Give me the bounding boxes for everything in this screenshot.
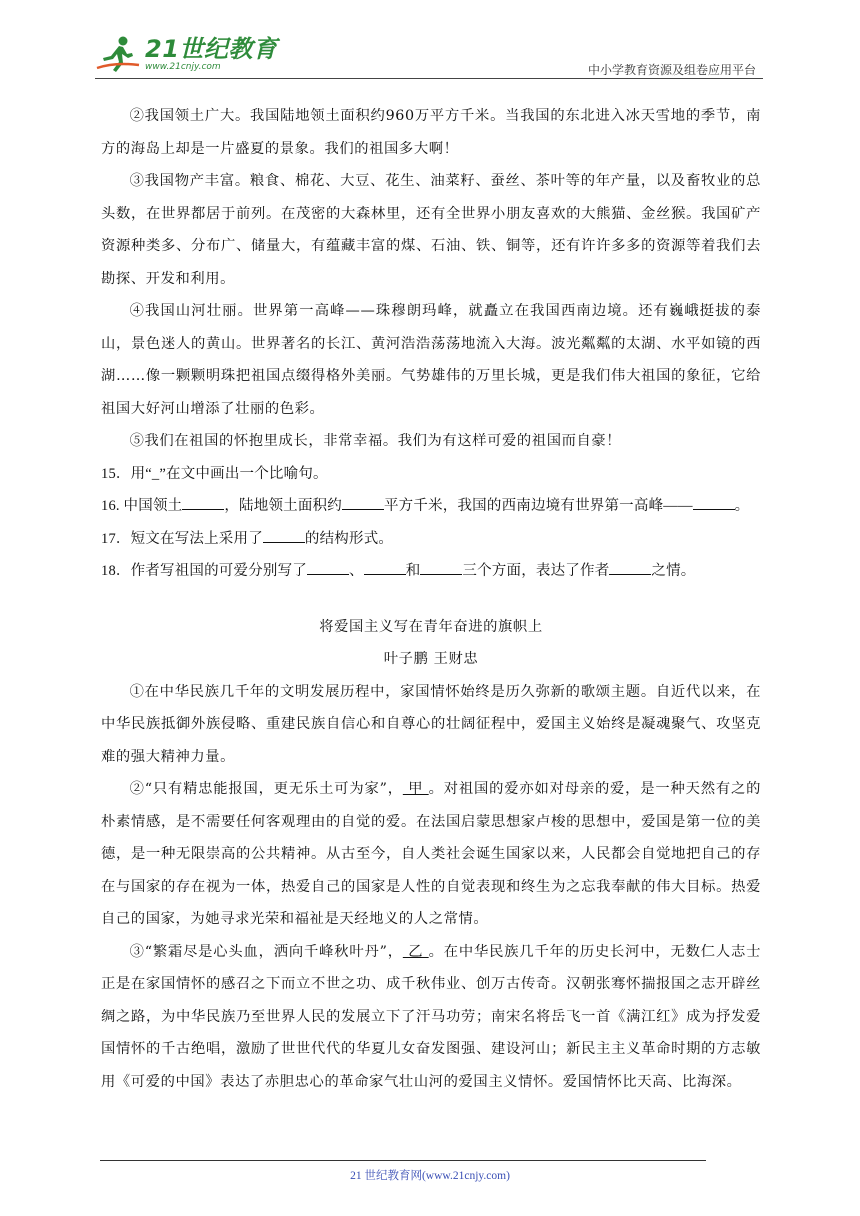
passage2-paragraph-3 [101,936,761,1099]
answer-blank[interactable] [420,560,462,575]
answer-blank[interactable] [182,495,224,510]
answer-blank[interactable] [342,495,384,510]
question-18-part-c: 和 [405,563,421,579]
passage1-paragraph-5: ⑤我们在祖国的怀抱里成长，非常幸福。我们为有这样可爱的祖国而自豪！ [129,433,622,449]
logo-title: 21世纪教育 [145,34,278,63]
question-16-part-d: 。 [734,498,750,514]
question-18-part-e: 之情。 [651,563,696,579]
question-15: 15．用“_”在文中画出一个比喻句。 [101,465,328,482]
blank-jia[interactable]: 甲 [402,781,429,797]
logo-url: www.21cnjy.com [145,61,221,72]
site-logo[interactable] [95,32,277,76]
paragraph-2-quote: ②“只有精忠能报国，更无乐土可为家”， [129,781,403,797]
question-18 [101,555,761,588]
question-18-part-b: 、 [349,563,364,579]
header-divider [95,78,763,79]
footer-link[interactable]: 21 世纪教育网(www.21cnjy.com) [350,1170,510,1182]
question-17 [101,523,761,556]
document-body [101,100,761,1098]
passage1-paragraph-4: ④我国山河壮丽。世界第一高峰——珠穆朗玛峰，就矗立在我国西南边境。还有巍峨挺拔的泰山，景色迷人的黄山。世界著名的长江、黄河浩浩荡荡地流入大海。波光粼粼的太湖、水平如镜的西湖……像一颗颗明珠把祖国点缀得格外美丽。气势雄伟的万里长城，更是我们伟大祖国的象征，它给祖国大好河山增添了壮丽的色彩。 [101,303,761,417]
passage2-paragraph-1: ①在中华民族几千年的文明发展历程中，家国情怀始终是历久弥新的歌颂主题。自近代以来，在中华民族抵御外族侵略、重建民族自信心和自尊心的壮阔征程中，爱国主义始终是凝魂聚气、攻坚克难的强大精神力量。 [101,683,761,765]
blank-yi[interactable]: 乙 [402,943,429,960]
question-16-part-a: 16. 中国领土 [101,498,183,514]
answer-blank[interactable] [263,528,305,543]
passage1-paragraph-3: ③我国物产丰富。粮食、棉花、大豆、花生、油菜籽、蚕丝、茶叶等的年产量，以及畜牧业的总头数，在世界都居于前列。在茂密的大森林里，还有全世界小朋友喜欢的大熊猫、金丝猴。我国矿产资源种类多、分布广、储量大，有蕴藏丰富的煤、石油、铁、铜等，还有许许多多的资源等着我们去勘探、开发和利用。 [101,173,761,287]
running-person-icon [95,34,141,74]
answer-blank[interactable] [307,560,349,575]
footer-divider [100,1160,706,1161]
platform-name: 中小学教育资源及组卷应用平台 [587,63,756,77]
question-16-part-c: 平方千米，我国的西南边境有世界第一高峰—— [383,498,693,514]
question-17-part-b: 的结构形式。 [304,530,394,547]
passage1-paragraph-2: ②我国领土广大。我国陆地领土面积约960万平方千米。当我国的东北进入冰天雪地的季节，南方的海岛上却是一片盛夏的景象。我们的祖国多大啊！ [101,108,761,157]
answer-blank[interactable] [693,495,735,510]
paragraph-2-text: 。对祖国的爱亦如对母亲的爱，是一种天然有之的朴素情感，是不需要任何客观理由的自觉的爱。在法国启蒙思想家卢梭的思想中，爱国是第一位的美德，是一种无限崇高的公共精神。从古至今，自人类社会诞生国家以来，人民都会自觉地把自己的存在与国家的存在视为一体，热爱自己的国家是人性的自觉表现和终生为之忘我奉献的伟大目标。热爱自己的国家，为她寻求光荣和福祉是天经地义的人之常情。 [101,781,761,927]
page-header [95,28,760,80]
passage2-authors: 叶子鹏 王财忠 [383,651,479,667]
paragraph-3-text: 。在中华民族几千年的历史长河中，无数仁人志士正是在家国情怀的感召之下而立不世之功、成千秋伟业、创万古传奇。汉朝张骞怀揣报国之志开辟丝绸之路，为中华民族乃至世界人民的发展立下了汗马功劳；南宋名将岳飞一首《满江红》成为抒发爱国情怀的千古绝唱，激励了世世代代的华夏儿女奋发图强、建设河山；新民主主义革命时期的方志敏用《可爱的中国》表达了赤胆忠心的革命家气壮山河的爱国主义情怀。爱国情怀比天高、比海深。 [101,943,761,1090]
question-16-part-b: ，陆地领土面积约 [224,498,342,514]
question-16 [101,490,761,523]
paragraph-3-quote: ③“繁霜尽是心头血，洒向千峰秋叶丹”， [129,943,403,960]
passage2-title: 将爱国主义写在青年奋进的旗帜上 [319,618,543,635]
answer-blank[interactable] [609,560,651,575]
question-18-part-d: 三个方面，表达了作者 [462,563,610,579]
question-17-part-a: 17．短文在写法上采用了 [101,530,263,547]
answer-blank[interactable] [364,560,406,575]
passage2-paragraph-2 [101,773,761,936]
question-18-part-a: 18．作者写祖国的可爱分别写了 [101,563,307,579]
